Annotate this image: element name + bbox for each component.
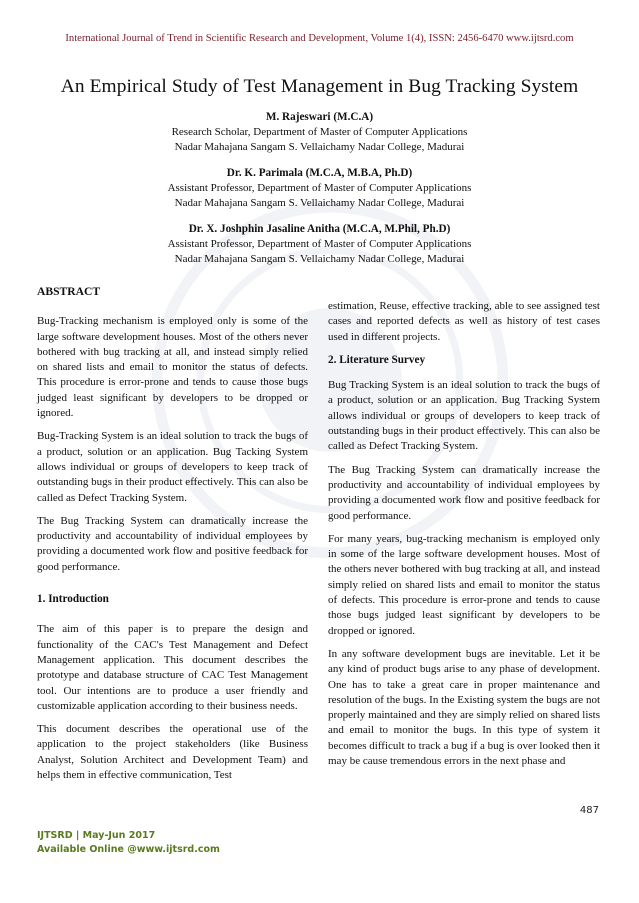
abstract-paragraph: Bug-Tracking System is an ideal solution to track the bugs of a product, solution or an application. Bug Tacking System allows individual or groups of developers to keep track of outstanding bugs in their product effectively. This can also be called as Defect Tracking System. [37, 430, 308, 504]
left-column [37, 284, 308, 791]
continuation-paragraph: estimation, Reuse, effective tracking, able to see assigned test cases and reported defects as well as history of test cases used in different projects. [328, 300, 600, 343]
literature-paragraph: The Bug Tracking System can dramatically increase the productivity and accountability of individual employees by providing a documented work flow and positive feedback for good performance. [328, 463, 600, 522]
author-institution: Nadar Mahajana Sangam S. Vellaichamy Nadar College, Madurai [174, 197, 465, 209]
author-institution: Nadar Mahajana Sangam S. Vellaichamy Nadar College, Madurai [174, 253, 465, 265]
author-affiliation: Research Scholar, Department of Master of Computer Applications [171, 126, 468, 138]
author-affiliation: Assistant Professor, Department of Master of Computer Applications [167, 182, 472, 194]
author-block [0, 110, 639, 278]
literature-paragraph: In any software development bugs are inevitable. Let it be any kind of product bugs arise to any phase of development. One has to take a great care in proper maintenance and resolution of the bugs. In the Existing system the bugs are not properly maintained and they are simply relied on shared lists and email to monitor the bugs. In this type of system it becomes difficult to track a bug if a bug is over looked then it may be cause tremendous errors in the next phase and [328, 647, 600, 768]
author-2 [0, 166, 639, 211]
abstract-paragraph: Bug-Tracking mechanism is employed only is some of the large software development houses. Most of the others never bothered with bug tracking at all, and instead simply relied on shared lists and email to monitor the status of defects. This procedure is error-prone and tends to cause those bugs judged least significant by developers to be dropped or ignored. [37, 315, 308, 420]
author-name: M. Rajeswari (M.C.A) [265, 111, 374, 123]
abstract-paragraph: The Bug Tracking System can dramatically increase the productivity and accountability of individual employees by providing a documented work flow and positive feedback for good performance. [37, 514, 308, 573]
author-institution: Nadar Mahajana Sangam S. Vellaichamy Nadar College, Madurai [174, 141, 465, 153]
right-column [328, 299, 600, 777]
introduction-paragraph: The aim of this paper is to prepare the design and functionality of the CAC's Test Management and Defect Management application. This document describes the prototype and database structure of CAC Test Management tool. Our intentions are to produce a user friendly and customizable application according to their business needs. [37, 623, 308, 712]
author-name: Dr. X. Joshphin Jasaline Anitha (M.C.A, M.Phil, Ph.D) [188, 223, 451, 235]
footer-availability: Available Online @www.ijtsrd.com [37, 844, 220, 855]
abstract-heading: ABSTRACT [37, 285, 101, 298]
journal-header: International Journal of Trend in Scientific Research and Development, Volume 1(4), ISSN: 2456-6470 www.ijtsrd.com [65, 33, 574, 44]
author-1 [0, 110, 639, 155]
literature-survey-heading: 2. Literature Survey [328, 353, 426, 366]
author-3 [0, 222, 639, 267]
introduction-paragraph: This document describes the operational use of the application to the project stakeholders (like Business Analyst, Solution Architect and Development Team) and helps them in effective communication, Test [37, 723, 308, 782]
author-affiliation: Assistant Professor, Department of Master of Computer Applications [167, 238, 472, 250]
page-number: 487 [579, 805, 599, 816]
author-name: Dr. K. Parimala (M.C.A, M.B.A, Ph.D) [226, 167, 413, 179]
literature-paragraph: For many years, bug-tracking mechanism is employed only in some of the large software development houses. Most of the others never bothered with bug tracking at all, and instead simply relied on shared lists and email to monitor the status of defects. This procedure is error-prone and tends to cause those bugs judged least significant by developers to be dropped or ignored. [328, 532, 600, 637]
footer-issue: IJTSRD | May-Jun 2017 [37, 830, 156, 841]
footer [37, 829, 220, 857]
introduction-heading: 1. Introduction [37, 593, 109, 606]
literature-paragraph: Bug Tracking System is an ideal solution to track the bugs of a product, solution or an application. Bug Tracking System allows individual or groups of developers to keep track of outstanding bugs in their product effectively. This can also be called as Defect Tracking System. [328, 379, 600, 453]
paper-title: An Empirical Study of Test Management in Bug Tracking System [60, 76, 579, 97]
